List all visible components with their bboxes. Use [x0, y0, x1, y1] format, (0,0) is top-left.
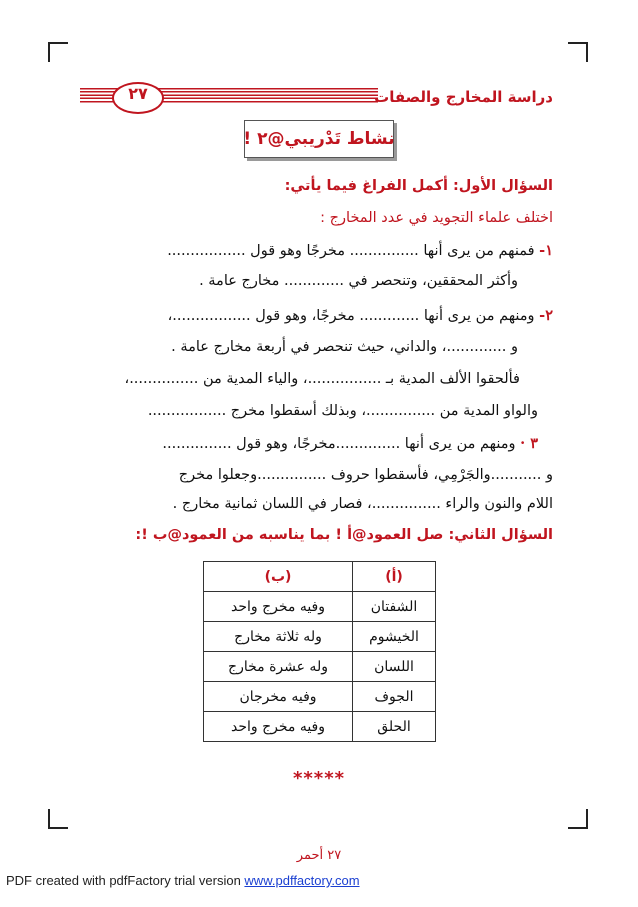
line-number: ٣ ·	[520, 435, 538, 452]
question2-title: السؤال الثاني: صل العمود@أ ! بما يناسبه من العمود@ب !:	[135, 527, 553, 543]
table-row	[204, 592, 436, 622]
line-text: فمنهم من يرى أنها ............... مخرجًا وهو قول .................	[167, 243, 540, 259]
line-text: فألحقوا الألف المدية بـ ................، والياء المدية من ...............،	[124, 371, 520, 387]
line-number: ٢-	[539, 307, 553, 324]
pdf-note-text: PDF created with pdfFactory trial version	[6, 873, 245, 888]
question1-title: السؤال الأول: أكمل الفراغ فيما يأتي:	[284, 178, 553, 194]
column-a-cell: الشفتان	[353, 592, 436, 622]
column-a-cell: الخيشوم	[353, 622, 436, 652]
exercise-line	[125, 371, 520, 387]
footer-page-label: ٢٧ أحمر	[296, 848, 342, 863]
matching-table	[203, 561, 436, 742]
exercise-line	[162, 435, 538, 452]
line-text: وأكثر المحققين، وتنحصر في ............. مخارج عامة .	[199, 273, 518, 289]
column-a-header: (أ)	[353, 562, 436, 592]
column-a-cell: اللسان	[353, 652, 436, 682]
column-b-cell: وله ثلاثة مخارج	[204, 622, 353, 652]
exercise-line	[148, 403, 538, 419]
column-b-header: (ب)	[204, 562, 353, 592]
crop-mark-bottom-left	[48, 809, 68, 829]
exercise-line	[167, 242, 553, 259]
question1-intro: اختلف علماء التجويد في عدد المخارج :	[320, 210, 553, 226]
table-row	[204, 622, 436, 652]
exercise-line	[171, 339, 518, 355]
section-end-stars: *****	[292, 768, 346, 789]
crop-mark-top-left	[48, 42, 68, 62]
table-row	[204, 682, 436, 712]
chapter-title: دراسة المخارج والصفات	[374, 88, 553, 106]
exercise-line	[173, 496, 553, 512]
table-row	[204, 712, 436, 742]
column-b-cell: وفيه مخرج واحد	[204, 592, 353, 622]
exercise-line	[199, 273, 518, 289]
line-text: والواو المدية من ...............، وبذلك أسقطوا مخرج .................	[147, 403, 538, 419]
line-text: ومنهم من يرى أنها ............. مخرجًا، وهو قول .................،	[167, 308, 540, 324]
table-header-row	[204, 562, 436, 592]
column-b-cell: وله عشرة مخارج	[204, 652, 353, 682]
activity-title: نشاط تَدْريبي@٢ !	[243, 129, 395, 149]
exercise-line	[179, 467, 553, 483]
line-text: ومنهم من يرى أنها ..............مخرجًا، وهو قول ...............	[162, 436, 521, 452]
column-b-cell: وفيه مخرجان	[204, 682, 353, 712]
column-a-cell: الحلق	[353, 712, 436, 742]
line-text: و .............، والداني، حيث تنحصر في أربعة مخارج عامة .	[171, 339, 518, 355]
activity-box	[244, 120, 394, 158]
exercise-line	[168, 307, 553, 324]
column-a-cell: الجوف	[353, 682, 436, 712]
pdf-creator-note	[6, 873, 360, 888]
pdffactory-link[interactable]: www.pdffactory.com	[244, 873, 360, 888]
line-number: ١-	[539, 242, 553, 259]
column-b-cell: وفيه مخرج واحد	[204, 712, 353, 742]
crop-mark-top-right	[568, 42, 588, 62]
page-number: ٢٧	[128, 84, 148, 103]
line-text: و ...........والجَرْمِي، فأسقطوا حروف ...............وجعلوا مخرج	[178, 467, 553, 483]
table-row	[204, 652, 436, 682]
crop-mark-bottom-right	[568, 809, 588, 829]
line-text: اللام والنون والراء ...............، فصار في اللسان ثمانية مخارج .	[172, 496, 553, 512]
